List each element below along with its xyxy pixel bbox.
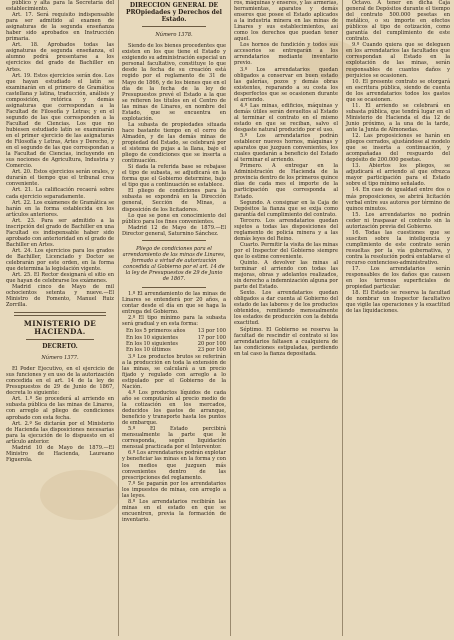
divider (142, 26, 206, 27)
paragraph: Octavo. A tener en dicha Caja general de Depósitos durante el tiempo del contrato 500.000 pesetas en metálico, o su importe en efectos públicos al tipo de cotización, como garantía del cumplimiento de este contrato. (346, 0, 450, 43)
paragraph: Art. 19. Estos ejercicios serán dos. Los que hayan estudiado el latín se examinarán en el primero de Gramática castellana y latina, traducción, análisis y composición, retórica y demás asignaturas que correspondan a la Facultad de Filosofía y Letras; y en el segundo de las que corresponden a la Facultad de Ciencias. Los que no hubiesen estudiado latín se examinarán en el primer ejercicio de las asignaturas de Filosofía y Letras, Artes y Derecho, y en el segundo de las que correspondan a la Facultad de Ciencias, incluyendo en sus nociones de Agricultura, Industria y Comercio. (6, 72, 114, 170)
paragraph: 11. El arriendo se celebrará en subasta pública, que tendrá lugar en el Ministerio de Hacienda el día 12 de Junio próximo, a la una de la tarde, ante la Junta de Almonedas. (346, 102, 450, 133)
paragraph: La subasta de propiedades situada hace bastante tiempo en el cerro de Almadén, y de las demás minas de propiedad del Estado, se celebrará por el sistema de pujas a la llana, bajo el pliego de condiciones que se inserta a continuación. (122, 121, 226, 165)
decree-number: Número 1377. (41, 354, 79, 361)
paragraph: Art. 21. La calificación recaerá sobre cada ejercicio separadamente. (6, 187, 114, 200)
paragraph: 5.º El Estado percibirá mensualmente la parte que le corresponda, según liquidación mensual practicada por el Interventor. (122, 426, 226, 451)
paragraph: Art. 18. Aprobados todas las asignaturas de segunda enseñanza, el alumno podrá presentarse a los ejercicios del grado de Bachiller en Artes. (6, 42, 114, 73)
text-columns (6, 0, 450, 638)
paragraph: 10. El presente contrato se otorgará en escritura pública, siendo de cuenta de los arrendatarios todos los gastos que se ocasionen. (346, 78, 450, 103)
section-number: Número 1378. (155, 32, 193, 39)
divider (142, 287, 206, 288)
paragraph: 4.º Los productos líquidos de cada año se computarán al precio medio de la cotización en los mercados, deducidos los gastos de arranque, beneficio y transporte hasta los puntos de embarque. (122, 389, 226, 427)
paragraph: Tercero. Los arrendatarios quedan sujetos a todas las disposiciones del reglamento de policía minera y a las demás leyes del Reino. (234, 217, 338, 242)
paragraph: Segundo. A consignar en la Caja de Depósitos la fianza que se exija como garantía del cumplimiento del contrato. (234, 199, 338, 218)
paragraph: Art. 24. Los ejercicios para los grados de Bachiller, Licenciado y Doctor se celebrarán por este orden, en la forma que determina la legislación vigente. (6, 247, 114, 273)
rate-table (126, 328, 226, 352)
paragraph: 2.º El tipo mínimo para la subasta será gradual y en esta forma: (122, 315, 226, 328)
paragraph: 1.º El arrendamiento de las minas de Linares se entenderá por 20 años, a contar desde el día en que se haga la entrega del Gobierno. (122, 291, 226, 316)
paragraph: Primero. A entregar en la Administración de Hacienda de la provincia dentro de los primeros quince días de cada mes el importe de la participación que corresponda al Estado. (234, 163, 338, 200)
column-3 (230, 0, 338, 636)
paragraph: 15. Los arrendatarios no podrán ceder ni traspasar el contrato sin la autorización previa del Gobierno. (346, 211, 450, 230)
table-row: En los 10 últimos 23 por 100 (126, 346, 226, 353)
paragraph: Madrid 12 de Mayo de 1879.—El Director general, Saturnino Sánchez. (122, 224, 226, 237)
divider (26, 339, 94, 340)
table-row: En los 10 siguientes 17 por 100 (126, 334, 226, 341)
paragraph: Art. 2.º Se dictarán por el Ministerio de Hacienda las disposiciones necesarias para la ejecución de lo dispuesto en el artículo anterior. (6, 420, 114, 445)
paragraph: Si dada la referida base se rebajase el tipo de subasta, se adjudicará en la forma que el Gobierno determine, bajo el tipo que a continuación se establece. (122, 164, 226, 189)
paragraph: Séptimo. El Gobierno se reserva la facultad de rescindir el contrato si los arrendatarios faltasen a cualquiera de las condiciones estipuladas, perdiendo en tal caso la fianza depositada. (234, 326, 338, 357)
paragraph: 13. Abiertos los pliegos, se adjudicará el arriendo al que ofrezca mayor participación para el Estado sobre el tipo mínimo señalado. (346, 163, 450, 188)
paragraph: 16. Todas las cuestiones que se susciten sobre la inteligencia y cumplimiento de este contrato serán resueltas por la vía gubernativa, y contra la resolución podrá entablarse el recurso contencioso-administrativo. (346, 229, 450, 267)
paragraph: 12. Las proposiciones se harán en pliegos cerrados, ajustándose al modelo que se inserta a continuación, y acompañadas del resguardo del depósito de 200.000 pesetas. (346, 133, 450, 164)
paragraph: público y alta para la Secretaría del establecimiento. (6, 0, 114, 13)
paragraph: 17. Los arrendatarios serán responsables de los daños que causen en los terrenos superficiales de propiedad particular. (346, 266, 450, 291)
paragraph: Madrid cinco de Mayo de mil ochocientos setenta y nueve.—El Ministro de Fomento, Manuel Ruiz Zorrilla. (6, 284, 114, 309)
paragraph: El pliego de condiciones para la subasta se expondrá en la Dirección general, Sección de Minas, a disposición de los licitadores. (122, 188, 226, 213)
paragraph: 6.º Los arrendatarios podrán explotar y beneficiar las minas en la forma y con los medios que juzguen más convenientes dentro de las prescripciones del reglamento. (122, 450, 226, 481)
pliego-title: Pliego de condiciones para el arrendamiento de las minas de Linares, formado a virtud de autorización concedida al Gobierno por el art. 14 de la ley de Presupuestos de 29 de Junio de 1867. (122, 245, 226, 283)
divider (142, 240, 206, 241)
paragraph: Art. 22. Los exámenes de Gramática se harán en la forma establecida en los artículos anteriores. (6, 199, 114, 218)
paragraph: Siendo de los bienes procedentes que existen en los que tiene el Estado y exigiendo su administración especial un personal facultativo, constituye lo que desde la fecha de su creación está regido por el reglamento de 31 de Mayo de 1866, y de los bienes que en el día de la fecha de la ley de Presupuestos prevé el Estado a la que se refieren los títulos en el Centro de las minas de Linares, en nombre del Estado, que se encuentra en explotación. (122, 43, 226, 122)
paragraph: 3.º Los arrendatarios quedan obligados a conservar en buen estado las galerías, pozos y demás obras existentes, reparando a su costa los desperfectos que se ocasionen durante el arriendo. (234, 66, 338, 103)
column-2 (118, 0, 226, 636)
paragraph: Art. 25. El Rector designará el sitio en que hayan de celebrarse los exámenes. (6, 272, 114, 285)
paragraph: El Poder Ejecutivo, en el ejercicio de sus funciones y en uso de la autorización concedida en el art. 14 de la ley de Presupuestos de 29 de Junio de 1867, decreta lo siguiente: (6, 366, 114, 397)
paragraph: 7.º Se pagarán por los arrendatarios los impuestos de minas, con arreglo a las leyes. (122, 480, 226, 499)
paragraph: 14. En caso de igualdad entre dos o más proposiciones, se abrirá licitación verbal entre sus autores por término de quince minutos. (346, 187, 450, 212)
paragraph: 3.º Los productos brutos se referirán a la producción en toda la extensión de las minas, se calculará a un precio fijado y regulado con arreglo a lo estipulado por el Gobierno de la Nación. (122, 353, 226, 390)
paragraph: 4.º Las minas, edificios, máquinas y demás útiles serán devueltos al Estado al terminar el contrato en el mismo estado en que se reciban, salvo el desgaste natural producido por el uso. (234, 102, 338, 133)
paragraph: Quinto. A devolver las minas al terminar el arriendo con todas las mejoras, obras y adelantos realizados, sin derecho a indemnización alguna por parte del Estado. (234, 260, 338, 291)
column-1 (6, 0, 114, 636)
paragraph: ros, máquinas y enseres, y las armerías, herramientas, aparatos y demás enseres que posee el Estado aplicados a la industria minera en las minas de Linares y sus establecimientos, así como los derechos que puedan tener aquel. (234, 0, 338, 43)
paragraph: Lo que se pone en conocimiento del público para los fines convenientes. (122, 212, 226, 225)
paragraph: Cuarto. Permitir la visita de las minas por el Inspector del Gobierno siempre que lo estime conveniente. (234, 241, 338, 260)
paragraph: Madrid 10 de Mayo de 1879.—El Ministro de Hacienda, Laureano Figuerola. (6, 444, 114, 463)
paragraph: Sexto. Los arrendatarios quedan obligados a dar cuenta al Gobierno del estado de las labores y de los productos obtenidos, remitiendo mensualmente los estados de producción con la debida exactitud. (234, 290, 338, 327)
paragraph: Art. 20. Estos ejercicios serán orales, y durarán el tiempo que el tribunal crea conveniente. (6, 169, 114, 188)
ministry-heading: MINISTERIO DE HACIENDA. (23, 318, 97, 336)
decree-label: DECRETO. (42, 342, 78, 350)
section-divider (14, 312, 106, 316)
paragraph: Art. 17. Será requisito indispensable para ser admitido al examen de asignaturas de la segunda enseñanza haber sido aprobados en Instrucción primaria. (6, 12, 114, 43)
paragraph: 8.º Los arrendatarios recibirán las minas en el estado en que se encuentren, previa la formación de inventario. (122, 498, 226, 523)
column-4 (342, 0, 450, 636)
table-row: En los 10 siguientes 20 por 100 (126, 340, 226, 347)
table-row: En los 5 primeros años 13 por 100 (126, 328, 226, 335)
paragraph: 9.º Cuando quiera que se deleguen en los arrendatarios las facultades que correspondan al Estado en la explotación de las minas, serán responsables de cuantos daños y perjuicios se ocasionen. (346, 42, 450, 79)
paragraph: Los hornos de fundición y todos sus accesorios se entregarán a los arrendatarios mediante inventario previo. (234, 42, 338, 67)
paragraph: Art. 23. Para ser admitido a la inscripción del grado de Bachiller en una Facultad es indispensable haber sido aprobado con anterioridad en el grado de Bachiller en Artes. (6, 217, 114, 248)
paragraph: Art. 1.º Se procederá al arriendo en subasta pública de las minas de Linares, con arreglo al pliego de condiciones aprobado con esta fecha. (6, 396, 114, 421)
direction-heading: DIRECCION GENERAL DE PROpiedades y Derechos del Estado. (126, 2, 222, 23)
paragraph: 5.º Los arrendatarios podrán establecer nuevos hornos, máquinas y aparatos que juzguen convenientes, los cuales quedarán a beneficio del Estado al terminar el arriendo. (234, 133, 338, 164)
paragraph: 18. El Estado se reserva la facultad de nombrar un Inspector facultativo que vigile las operaciones y la exactitud de las liquidaciones. (346, 290, 450, 315)
